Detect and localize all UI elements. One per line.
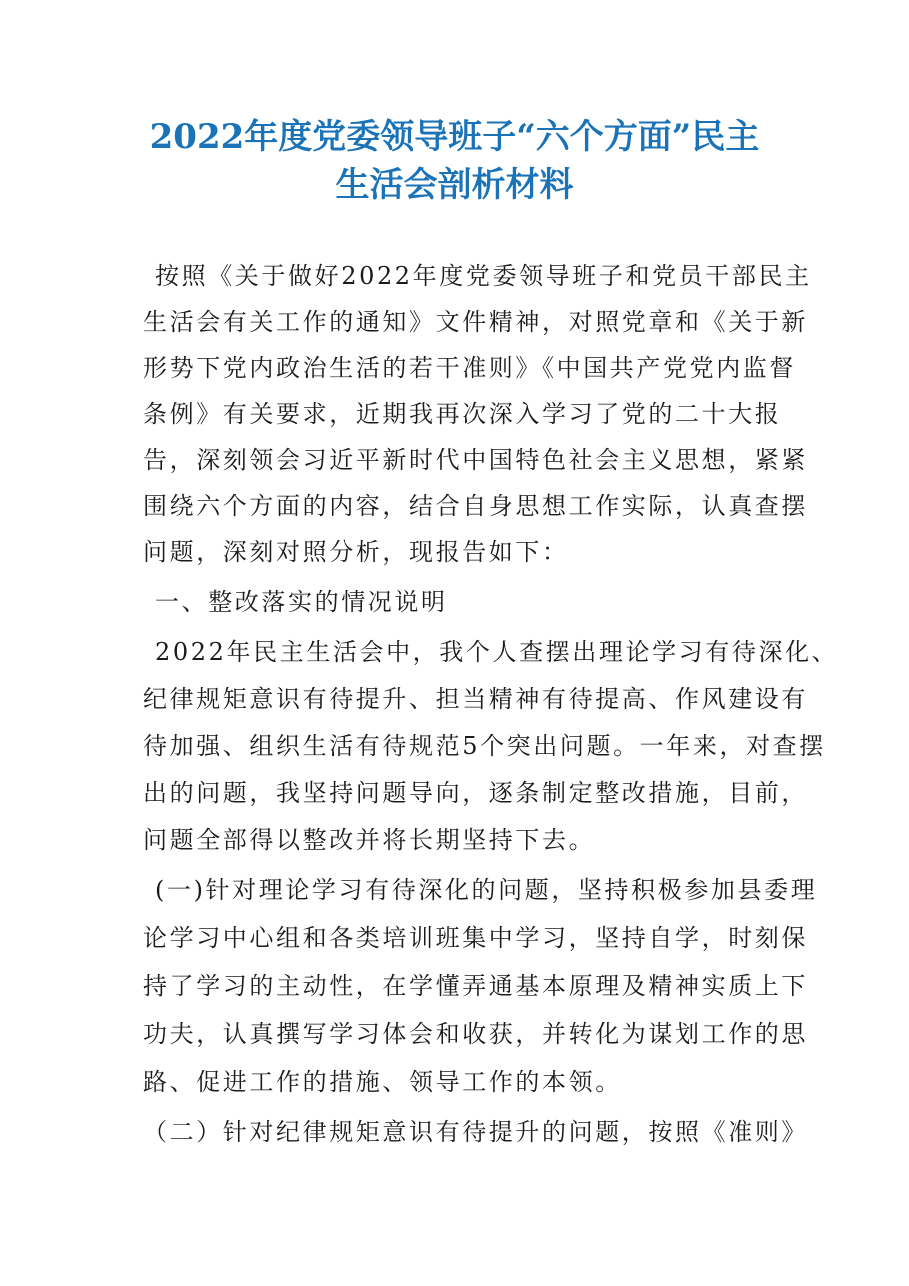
paragraph-line: 论学习中心组和各类培训班集中学习，坚持自学，时刻保 — [143, 924, 808, 952]
paragraph-line: 出的问题，我坚持问题导向，逐条制定整改措施，目前， — [143, 779, 808, 807]
paragraph-line: 条例》有关要求，近期我再次深入学习了党的二十大报 — [143, 400, 782, 428]
paragraph-line: 生活会有关工作的通知》文件精神，对照党章和《关于新 — [143, 308, 808, 336]
paragraph-line: 问题，深刻对照分析，现报告如下： — [143, 538, 569, 566]
paragraph-line: 持了学习的主动性，在学懂弄通基本原理及精神实质上下 — [143, 972, 808, 1000]
section-heading: 一、整改落实的情况说明 — [155, 588, 448, 616]
paragraph-line: 告，深刻领会习近平新时代中国特色社会主义思想，紧紧 — [143, 446, 808, 474]
paragraph-line: 问题全部得以整改并将长期坚持下去。 — [143, 826, 596, 854]
paragraph-line: 功夫，认真撰写学习体会和收获，并转化为谋划工作的思 — [143, 1020, 808, 1048]
paragraph-line: 按照《关于做好2022年度党委领导班子和党员干部民主 — [155, 262, 812, 290]
paragraph-line: 形势下党内政治生活的若干准则》《中国共产党党内监督 — [143, 354, 796, 382]
paragraph-line: 待加强、组织生活有待规范5个突出问题。一年来，对查摆 — [143, 732, 826, 760]
paragraph-line: 2022年民主生活会中，我个人查摆出理论学习有待深化、 — [155, 638, 839, 666]
paragraph-line: 路、促进工作的措施、领导工作的本领。 — [143, 1068, 622, 1096]
paragraph-line: （二）针对纪律规矩意识有待提升的问题，按照《准则》 — [143, 1118, 808, 1146]
document-title-line-1: 2022年度党委领导班子“六个方面”民主 — [149, 117, 760, 157]
document-title-line-2: 生活会剖析材料 — [335, 165, 574, 205]
paragraph-line: 纪律规矩意识有待提升、担当精神有待提高、作风建设有 — [143, 685, 808, 713]
paragraph-line: (一)针对理论学习有待深化的问题，坚持积极参加县委理 — [155, 876, 818, 904]
paragraph-line: 围绕六个方面的内容，结合自身思想工作实际，认真查摆 — [143, 492, 808, 520]
